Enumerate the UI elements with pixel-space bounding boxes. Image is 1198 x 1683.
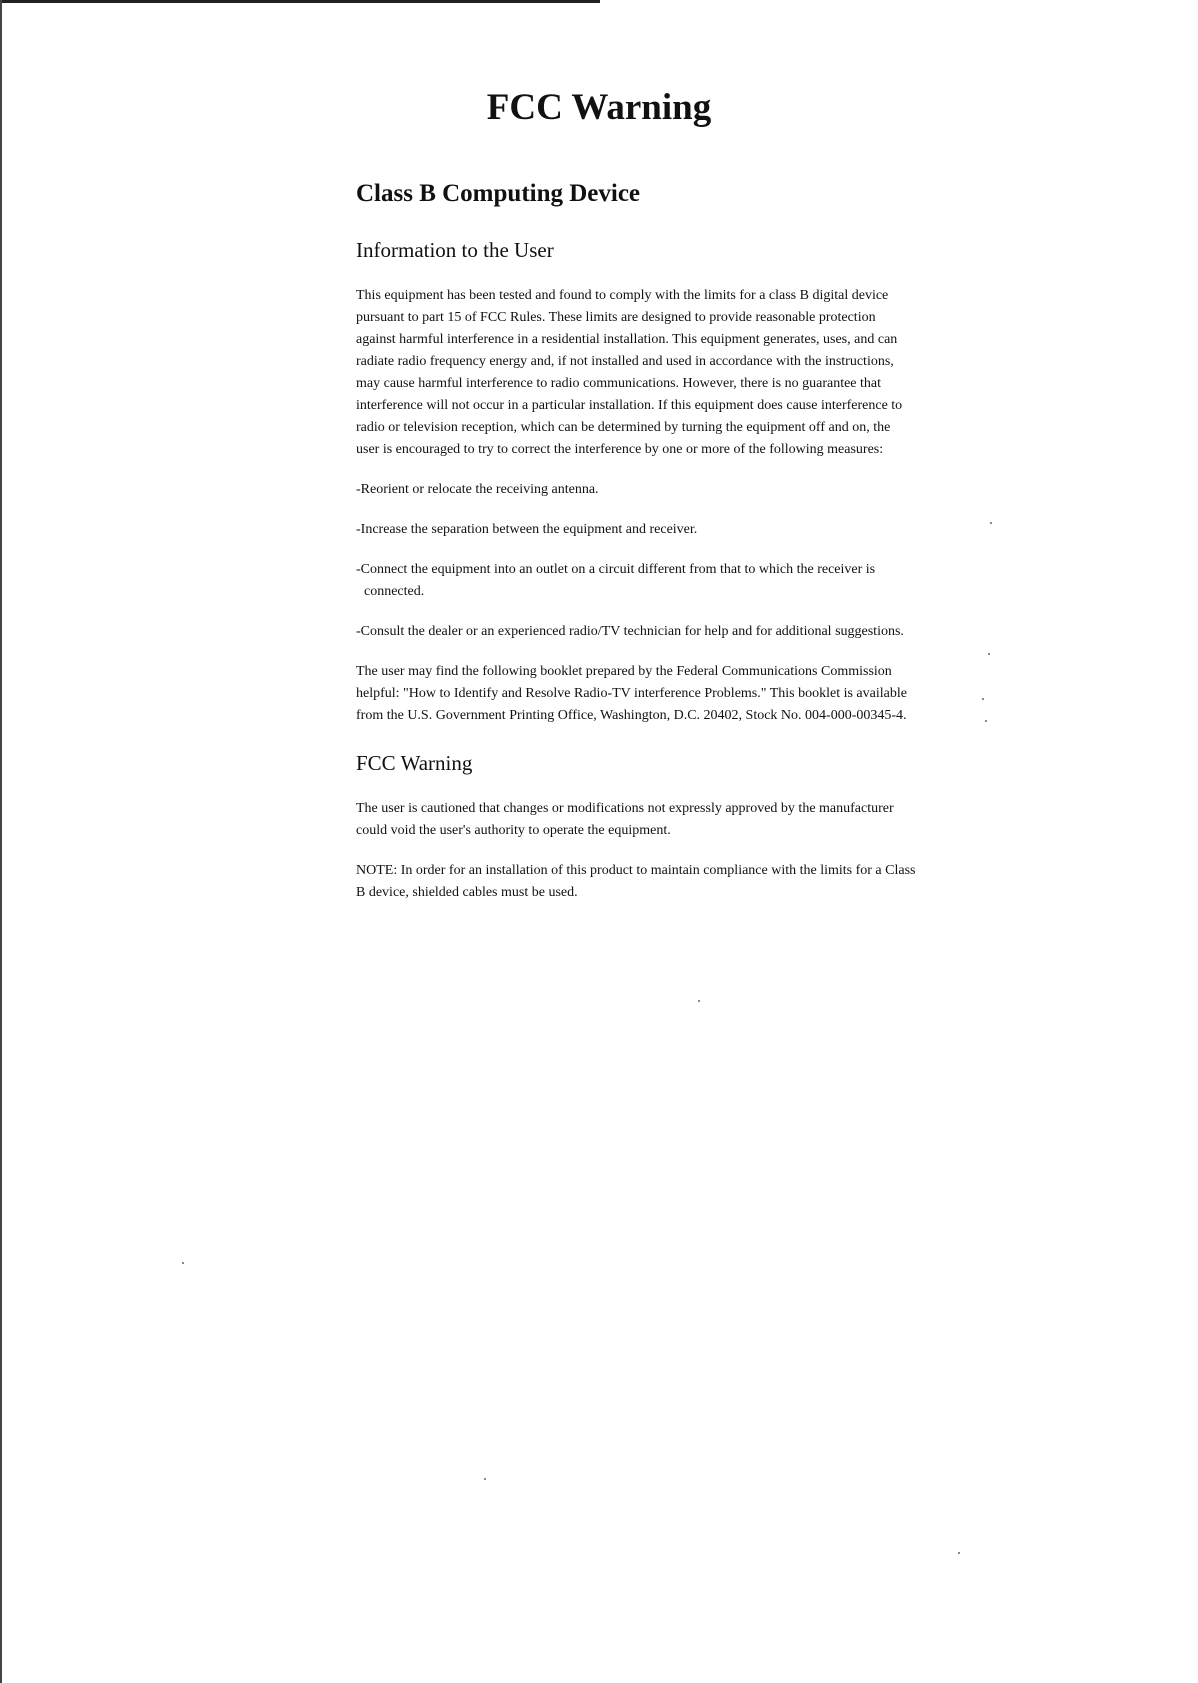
scan-speck bbox=[698, 1000, 700, 1002]
scan-speck bbox=[182, 1262, 184, 1264]
shielded-cables-note: NOTE: In order for an installation of this product to maintain compliance with the limits for a Class B device, shielded cables must be used. bbox=[356, 863, 916, 900]
information-to-user-heading: Information to the User bbox=[356, 238, 554, 262]
caution-paragraph: The user is cautioned that changes or modifications not expressly approved by the manufacturer could void the user's authority to operate the equipment. bbox=[356, 801, 894, 838]
page-title: FCC Warning bbox=[486, 87, 712, 128]
compliance-intro-paragraph: This equipment has been tested and found to comply with the limits for a class B digital device pursuant to part 15 of FCC Rules. These limits are designed to provide reasonable protection against harmful interference in a residential installation. This equipment generates, uses, and can radiate radio frequency energy and, if not installed and used in accordance with the instructions, may cause harmful interference to radio communications. However, there is no guarantee that interference will not occur in a particular installation. If this equipment does cause interference to radio or television reception, which can be determined by turning the equipment off and on, the user is encouraged to try to correct the interference by one or more of the following measures: bbox=[356, 288, 903, 457]
scan-speck bbox=[985, 720, 987, 722]
interference-measures-list bbox=[356, 479, 916, 643]
measure-item: -Consult the dealer or an experienced radio/TV technician for help and for additional suggestions. bbox=[356, 624, 904, 639]
measure-item: -Increase the separation between the equipment and receiver. bbox=[356, 522, 698, 537]
scan-speck bbox=[484, 1478, 486, 1480]
booklet-paragraph: The user may find the following booklet prepared by the Federal Communications Commission helpful: "How to Identify and Resolve Radio-TV interference Problems." This booklet is available from the U.S. Government Printing Office, Washington, D.C. 20402, Stock No. 004-000-00345-4. bbox=[356, 664, 907, 723]
measure-item: -Connect the equipment into an outlet on a circuit different from that to which the receiver is connected. bbox=[356, 562, 876, 599]
scan-speck bbox=[988, 653, 990, 655]
scan-speck bbox=[982, 698, 984, 700]
scan-speck bbox=[958, 1552, 960, 1554]
measure-item: -Reorient or relocate the receiving antenna. bbox=[356, 482, 599, 497]
scan-top-edge bbox=[0, 0, 600, 3]
device-class-subtitle: Class B Computing Device bbox=[356, 180, 641, 207]
fcc-warning-heading: FCC Warning bbox=[356, 751, 473, 775]
document-body bbox=[356, 180, 916, 922]
scan-speck bbox=[990, 522, 992, 524]
scan-left-edge bbox=[0, 0, 2, 1683]
